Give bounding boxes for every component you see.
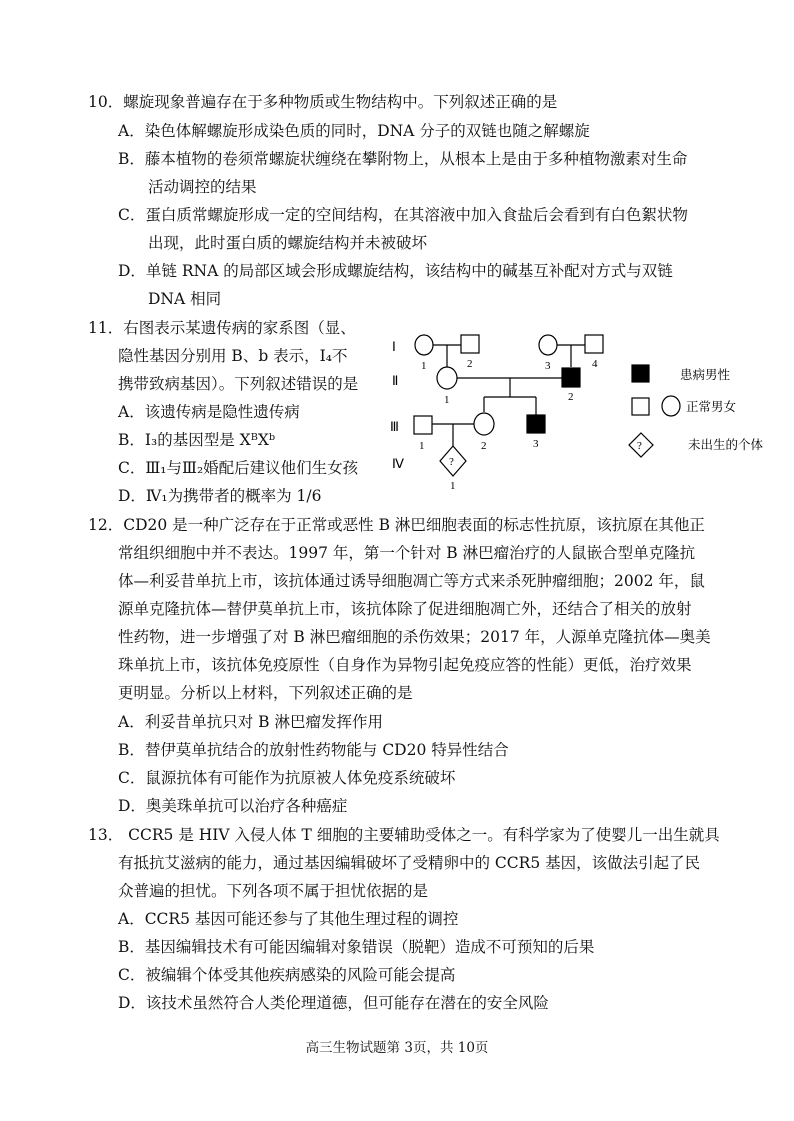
iv1-question-mark: ? [449,456,454,468]
q10-option-b: B．藤本植物的卷须常螺旋状缠绕在攀附物上，从根本上是由于多种植物激素对生命 [118,150,688,168]
i3-female [539,335,557,355]
q11-stem-cont-2: 携带致病基因）。下列叙述错误的是 [118,375,359,393]
q11-option-d: D．Ⅳ₁为携带者的概率为 1/6 [118,487,322,505]
ii1-female [437,367,457,389]
q12-stem-l6: 珠单抗上市，该抗体免疫原性（自身作为异物引起免疫应答的性能）更低，治疗效果 [118,656,692,674]
iii3-male [527,415,545,433]
q12-stem-l2: 常组织细胞中并不表达。1997 年，第一个针对 B 淋巴瘤治疗的人鼠嵌合型单克隆抗 [118,544,696,562]
q10-stem: 10．螺旋现象普遍存在于多种物质或生物结构中。下列叙述正确的是 [88,93,558,111]
num-i3: 3 [545,360,551,372]
i4-male [585,335,603,353]
num-iii2: 2 [481,440,487,452]
legend-normal-female-icon [662,396,680,416]
q13-stem-l3: 众普遍的担忧。下列各项不属于担忧依据的是 [118,882,429,900]
q12-option-a: A．利妥昔单抗只对 B 淋巴瘤发挥作用 [118,713,383,731]
q11-option-c: C．Ⅲ₁与Ⅲ₂婚配后建议他们生女孩 [118,459,359,477]
q10-option-c: C．蛋白质常螺旋形成一定的空间结构，在其溶液中加入食盐后会看到有白色絮状物 [118,206,688,224]
q10-option-a: A．染色体解螺旋形成染色质的同时，DNA 分子的双链也随之解螺旋 [118,122,590,140]
legend-unborn-question-mark: ? [637,440,642,452]
num-ii1: 1 [444,394,450,406]
q13-stem-l1: 13． CCR5 是 HIV 入侵人体 T 细胞的主要辅助受体之一。有科学家为了使婴儿一出生就具 [88,826,720,844]
i1-female [415,335,433,355]
q10-option-c-cont: 出现，此时蛋白质的螺旋结构并未被破坏 [148,234,428,252]
i2-male [461,335,479,353]
q12-option-c: C．鼠源抗体有可能作为抗原被人体免疫系统破坏 [118,769,456,787]
gen-label-2: Ⅱ [392,373,399,388]
q12-option-d: D．奥美珠单抗可以治疗各种癌症 [118,797,348,815]
q10-option-b-cont: 活动调控的结果 [148,178,257,196]
page-footer: 高三生物试题第 3页，共 10页 [305,1040,489,1056]
q11-stem-cont-1: 隐性基因分别用 B、b 表示，Ⅰ₄不 [118,347,348,365]
num-i2: 2 [467,358,473,370]
q12-option-b: B．替伊莫单抗结合的放射性药物能与 CD20 特异性结合 [118,741,509,759]
iii2-female [474,413,494,435]
q13-option-b: B．基因编辑技术有可能因编辑对象错误（脱靶）造成不可预知的后果 [118,938,595,956]
gen-label-3: Ⅲ [390,419,399,434]
iii1-male [414,416,432,434]
q12-stem-l1: 12．CD20 是一种广泛存在于正常或恶性 B 淋巴细胞表面的标志性抗原，该抗原在其他正 [88,516,705,534]
q13-option-a: A．CCR5 基因可能还参与了其他生理过程的调控 [118,910,459,928]
q12-stem-l5: 性药物，进一步增强了对 B 淋巴瘤细胞的杀伤效果；2017 年，人源单克隆抗体—奥美 [118,628,711,646]
q10-option-d-cont: DNA 相同 [148,290,222,308]
legend-normal-label: 正常男女 [686,400,737,414]
num-iii3: 3 [533,438,539,450]
legend-unborn-label: 未出生的个体 [688,438,764,452]
pedigree-figure [380,322,780,502]
ii2-male [562,368,580,387]
q11-stem: 11．右图表示某遗传病的家系图（显、 [88,319,356,337]
q12-stem-l3: 体—利妥昔单抗上市，该抗体通过诱导细胞凋亡等方式来杀死肿瘤细胞；2002 年，鼠 [118,572,705,590]
gen-label-4: Ⅳ [392,456,404,471]
legend-affected-male-icon [632,365,649,382]
q11-option-b: B．Ⅰ₃的基因型是 XᴮXᵇ [118,431,276,449]
num-i4: 4 [592,358,598,370]
gen-label-1: Ⅰ [392,339,396,354]
q10-option-d: D．单链 RNA 的局部区域会形成螺旋结构，该结构中的碱基互补配对方式与双链 [118,262,673,280]
q12-stem-l7: 更明显。分析以上材料，下列叙述正确的是 [118,684,413,702]
q13-option-c: C．被编辑个体受其他疾病感染的风险可能会提高 [118,966,456,984]
q13-option-d: D．该技术虽然符合人类伦理道德，但可能存在潜在的安全风险 [118,994,549,1012]
num-iv1: 1 [450,480,456,492]
legend-normal-male-icon [632,398,649,415]
num-ii2: 2 [568,391,574,403]
num-iii1: 1 [419,440,425,452]
legend-affected-male-label: 患病男性 [680,368,731,382]
q13-stem-l2: 有抵抗艾滋病的能力，通过基因编辑破坏了受精卵中的 CCR5 基因，该做法引起了民 [118,854,701,872]
q11-option-a: A．该遗传病是隐性遗传病 [118,403,300,421]
num-i1: 1 [421,360,427,372]
q12-stem-l4: 源单克隆抗体—替伊莫单抗上市，该抗体除了促进细胞凋亡外，还结合了相关的放射 [118,600,692,618]
